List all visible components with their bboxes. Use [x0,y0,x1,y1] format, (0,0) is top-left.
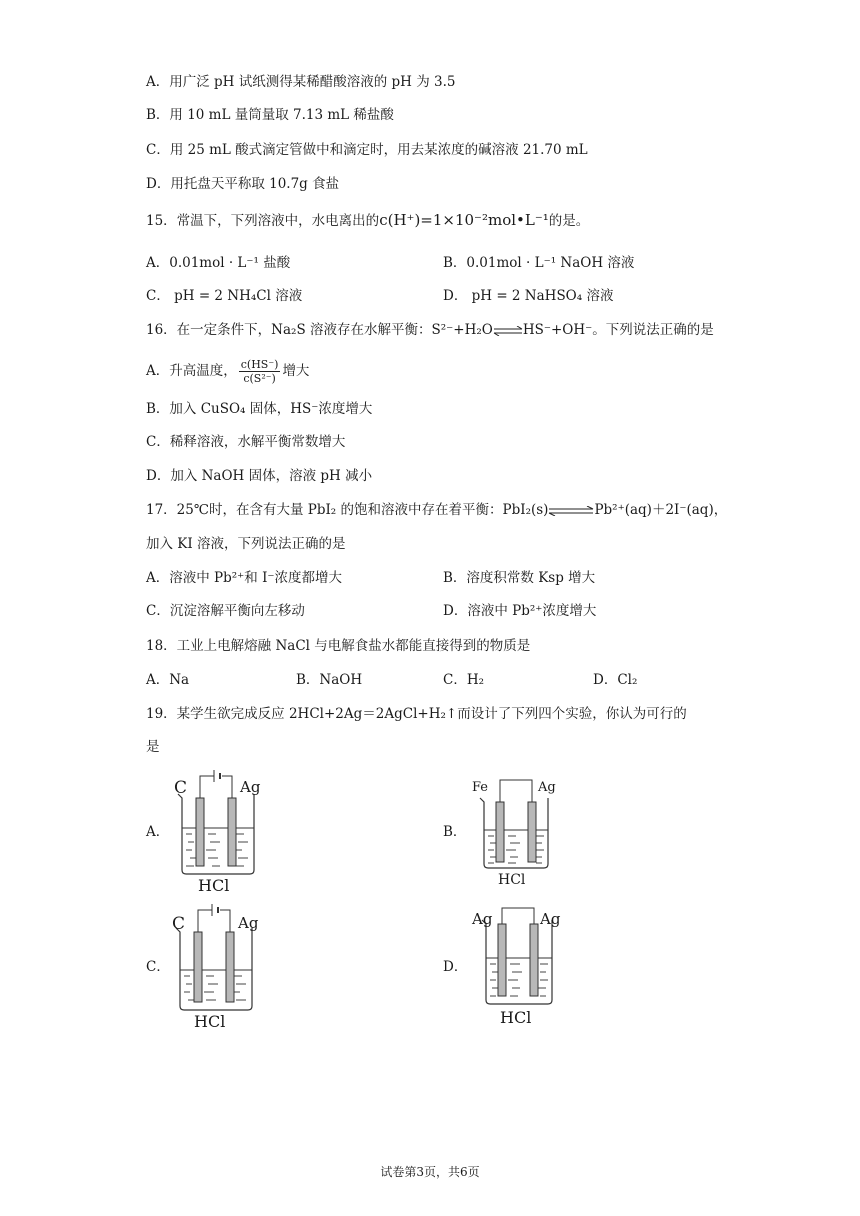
q17-option-c: C．沉淀溶解平衡向左移动 [146,603,305,619]
q14-option-b: B．用 10 mL 量筒量取 7.13 mL 稀盐酸 [146,107,394,123]
equilibrium-arrow-icon [493,326,523,336]
page-footer: 试卷第3页，共6页 [380,1165,480,1179]
fraction-numerator: c(HS⁻) [240,358,279,371]
q19-beaker-d [470,904,570,1034]
q14-option-d: D．用托盘天平称取 10.7g 食盐 [146,176,340,192]
ratio-fraction [239,358,281,385]
equilibrium-arrow-icon [548,506,594,516]
q19-stem-line2: 是 [146,739,160,755]
q19-option-a-label: A． [146,824,170,840]
q15-option-c: C． pH = 2 NH₄Cl 溶液 [146,288,303,304]
q19-d-solution: HCl [500,1008,532,1027]
q17-stem-suffix: Pb²⁺(aq)＋2I⁻(aq)， [594,502,728,518]
q15-stem-suffix: 的是。 [548,213,590,229]
q19-option-b-label: B． [443,824,467,840]
q19-c-solution: HCl [194,1012,226,1031]
q19-stem-line1: 19．某学生欲完成反应 2HCl+2Ag＝2AgCl+H₂↑而设计了下列四个实验，你认为可行的 [146,706,687,722]
q19-d-left-electrode: Ag [472,910,493,928]
q17-option-d: D．溶液中 Pb²⁺浓度增大 [443,603,597,619]
q18-option-b: B．NaOH [296,672,363,688]
q19-option-c-label: C． [146,959,170,975]
q15-stem-expr: c(H⁺)=1×10⁻²mol•L⁻¹ [379,211,549,229]
q19-a-right-electrode: Ag [240,778,261,796]
q19-b-solution: HCl [498,872,526,888]
q14-option-c: C．用 25 mL 酸式滴定管做中和滴定时，用去某浓度的碱溶液 21.70 mL [146,142,588,158]
q16-option-c: C．稀释溶液，水解平衡常数增大 [146,434,346,450]
q19-beaker-a [172,768,272,898]
q17-stem [146,500,727,520]
q19-beaker-c [170,902,270,1036]
q19-a-left-electrode: C [174,778,188,798]
q14-option-a: A．用广泛 pH 试纸测得某稀醋酸溶液的 pH 为 3.5 [146,74,456,90]
q15-option-b: B．0.01mol · L⁻¹ NaOH 溶液 [443,255,635,271]
q17-option-b: B．溶度积常数 Ksp 增大 [443,570,596,586]
q19-b-left-electrode: Fe [472,780,489,795]
q18-option-a: A．Na [146,672,190,688]
fraction-denominator: c(S²⁻) [243,372,276,385]
q16-option-b: B．加入 CuSO₄ 固体，HS⁻浓度增大 [146,401,373,417]
q19-c-right-electrode: Ag [238,914,259,932]
q15-option-a: A．0.01mol · L⁻¹ 盐酸 [146,255,291,271]
q18-option-d: D．Cl₂ [593,672,638,688]
q17-option-a: A．溶液中 Pb²⁺和 I⁻浓度都增大 [146,570,343,586]
q17-stem-line2: 加入 KI 溶液，下列说法正确的是 [146,536,346,552]
q18-stem: 18．工业上电解熔融 NaCl 与电解食盐水都能直接得到的物质是 [146,638,531,654]
q16-option-d: D．加入 NaOH 固体，溶液 pH 减小 [146,468,373,484]
q16-option-a [146,358,309,385]
q18-option-c: C．H₂ [443,672,485,688]
q16-option-a-prefix: A．升高温度， [146,363,237,379]
q15-option-d: D． pH = 2 NaHSO₄ 溶液 [443,288,614,304]
q16-stem-suffix: HS⁻+OH⁻。下列说法正确的是 [522,322,714,338]
q17-stem-prefix: 17．25℃时，在含有大量 PbI₂ 的饱和溶液中存在着平衡：PbI₂(s) [146,502,549,518]
q15-stem-prefix: 15．常温下，下列溶液中，水电离出的 [146,213,380,229]
q16-stem-prefix: 16．在一定条件下，Na₂S 溶液存在水解平衡：S²⁻+H₂O [146,322,493,338]
q19-beaker-b [470,776,570,892]
q19-c-left-electrode: C [172,914,186,934]
q19-option-d-label: D． [443,959,468,975]
q16-stem [146,320,714,340]
q19-a-solution: HCl [198,876,230,895]
q19-b-right-electrode: Ag [538,780,556,795]
q16-option-a-suffix: 增大 [282,363,310,379]
q19-d-right-electrode: Ag [540,910,561,928]
q15-stem [146,210,589,231]
